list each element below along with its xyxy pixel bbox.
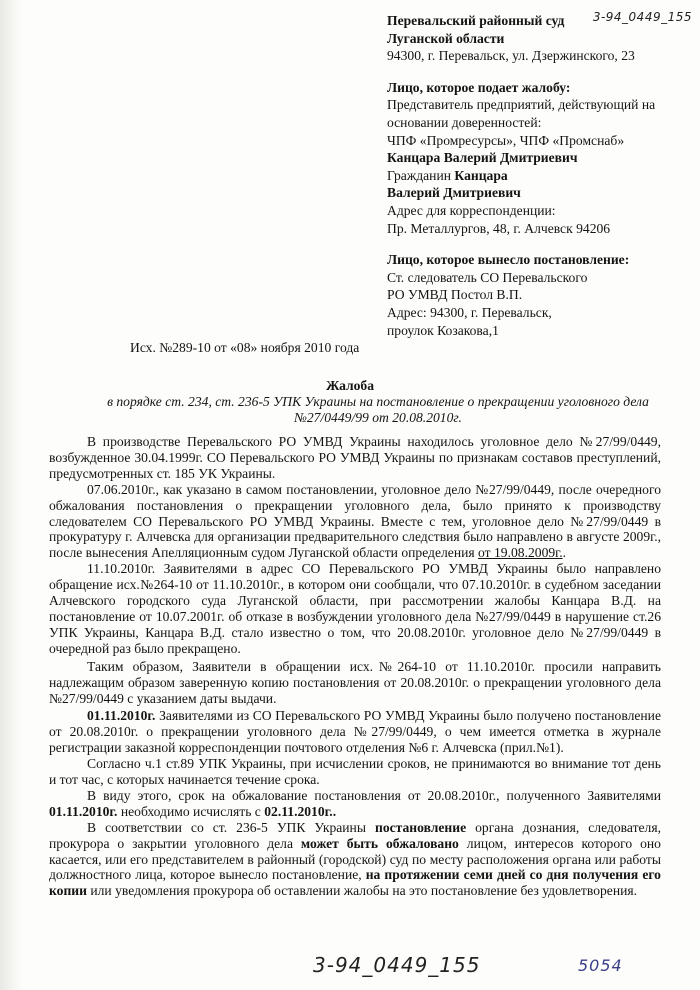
complainant-name: Канцара Валерий Дмитриевич (387, 150, 578, 166)
paragraph (49, 482, 661, 562)
addressee-block (387, 12, 687, 339)
document-subtitle (88, 394, 668, 426)
court-region: Луганской области (387, 30, 505, 46)
bold-term: на протяжении семи дней со дня получения его копии (49, 867, 661, 899)
underlined-date: от 19.08.2009г. (478, 545, 563, 561)
text-run: Заявителями из СО Перевальского РО УМВД Украины было получено постановление от 20.08.2010г. о прекращении уголовного дела №27/99/0449, о чем имеется отметка в журнале регистрации заказной корреспонденции почтового отделения №6 г. Алчевска (прил.№1). (49, 708, 661, 756)
handwritten-page-number: 5054 (578, 956, 623, 975)
complainant-line: ЧПФ «Промресурсы», ЧПФ «Промснаб» (387, 132, 625, 148)
text-run: или уведомления прокурора об оставлении жалобы на это постановление без удовлетворения. (86, 883, 638, 899)
complainant-citizen-line (387, 167, 687, 185)
complainant-line: Представитель предприятий, действующий на (387, 97, 656, 113)
bold-date: 02.11.2010г.. (264, 803, 337, 819)
bold-term: может быть обжаловано (300, 835, 459, 851)
text-run: В виду этого, срок на обжалование постановления от 20.08.2010г., полученного Заявителями (87, 787, 661, 803)
bold-date: 01.11.2010г. (49, 803, 118, 819)
subtitle-line: №27/0449/99 от 20.08.2010г. (294, 410, 462, 425)
handwritten-case-number-top: 3-94_0449_155 (592, 10, 692, 24)
complainant-line: основании доверенностей: (387, 114, 542, 130)
bold-term: постановление (374, 819, 467, 835)
issuer-address: проулок Козакова,1 (387, 322, 499, 338)
court-name: Перевальский районный суд (387, 13, 565, 28)
text-run: . (562, 545, 567, 561)
issuer-line: РО УМВД Постол В.П. (387, 287, 523, 303)
text-run: органа дознания, следователя, прокурора о закрытии уголовного дела (49, 819, 661, 851)
citizen-surname: Канцара (454, 167, 508, 183)
paragraph: Согласно ч.1 ст.89 УПК Украины, при исчислении сроков, не принимаются во внимание тот день и тот час, с которых начинается течение срока. (49, 756, 661, 788)
text-run: необходимо исчислять с (117, 803, 265, 819)
text-run: лицом, интересов которого оно касается, или его представителем в районный (городской) суд по месту расположения органа или работы должностного лица, которое вынесло постановление, (49, 835, 661, 883)
complaint-body (49, 434, 661, 899)
issuer-line: Ст. следователь СО Перевальского (387, 269, 588, 285)
paragraph: В производстве Перевальского РО УМВД Украины находилось уголовное дело №27/99/0449, возбужденное 30.04.1999г. СО Перевальского РО УМВД Украины по признакам составов преступлений, предусмотренных ст. 185 УК Украины. (49, 434, 661, 481)
document-title: Жалоба (325, 378, 375, 393)
citizen-label: Гражданин (387, 167, 455, 183)
bold-date: 01.11.2010г. (87, 708, 156, 724)
handwritten-case-number-bottom: 3-94_0449_155 (313, 953, 481, 977)
paragraph (49, 788, 661, 820)
paragraph: Таким образом, Заявители в обращении исх.№264-10 от 11.10.2010г. просили направить надлежащим образом заверенную копию постановления от 20.08.2010г. о прекращении уголовного дела №27/99/0449 с указанием даты выдачи. (49, 658, 661, 706)
paragraph: 11.10.2010г. Заявителями в адрес СО Перевальского РО УМВД Украины было направлено обращение исх.№264-10 от 11.10.2010г., в котором они сообщали, что 07.10.2010г. в судебном заседании Алчевского городского суда Луганской области, при рассмотрении жалобы Канцара В.Д. на постановление от 10.07.2001г. об отказе в возбуждении уголовного дела №27/99/0449 в нарушение ст.26 УПК Украины, Канцара В.Д. стало известно о том, что 20.08.2010г. уголовное дело №27/99/0449 в очередной раз было прекращено. (49, 561, 661, 656)
issuer-address: Адрес: 94300, г. Перевальск, (387, 304, 552, 320)
text-run: 07.06.2010г., как указано в самом постановлении, уголовное дело №27/99/0449, после очередного обжалования постановления о прекращении уголовного дела, было принято к производству следователем СО Перевальского РО УМВД Украины. Вместе с тем, уголовное дело №27/99/0449 в прокуратуру г. Алчевска для организации предварительного следствия было направлено в августе 2009г., после вынесения Апелляционным судом Луганской области определения (49, 481, 661, 561)
subtitle-line: в порядке ст. 234, ст. 236-5 УПК Украины на постановление о прекращении уголовного дела (107, 394, 649, 409)
paragraph (49, 820, 661, 900)
scan-edge-shadow (0, 0, 22, 990)
complainant-label: Лицо, которое подает жалобу: (387, 79, 571, 95)
court-address: 94300, г. Перевальск, ул. Дзержинского, 23 (387, 48, 635, 64)
correspondence-label: Адрес для корреспонденции: (387, 202, 556, 218)
outgoing-number: Исх. №289-10 от «08» ноября 2010 года (130, 340, 360, 355)
paragraph (49, 708, 661, 756)
correspondence-address: Пр. Металлургов, 48, г. Алчевск 94206 (387, 220, 611, 236)
text-run: В соответствии со ст. 236-5 УПК Украины (87, 819, 375, 835)
issuer-label: Лицо, которое вынесло постановление: (387, 252, 630, 268)
citizen-given-names: Валерий Дмитриевич (387, 185, 521, 201)
